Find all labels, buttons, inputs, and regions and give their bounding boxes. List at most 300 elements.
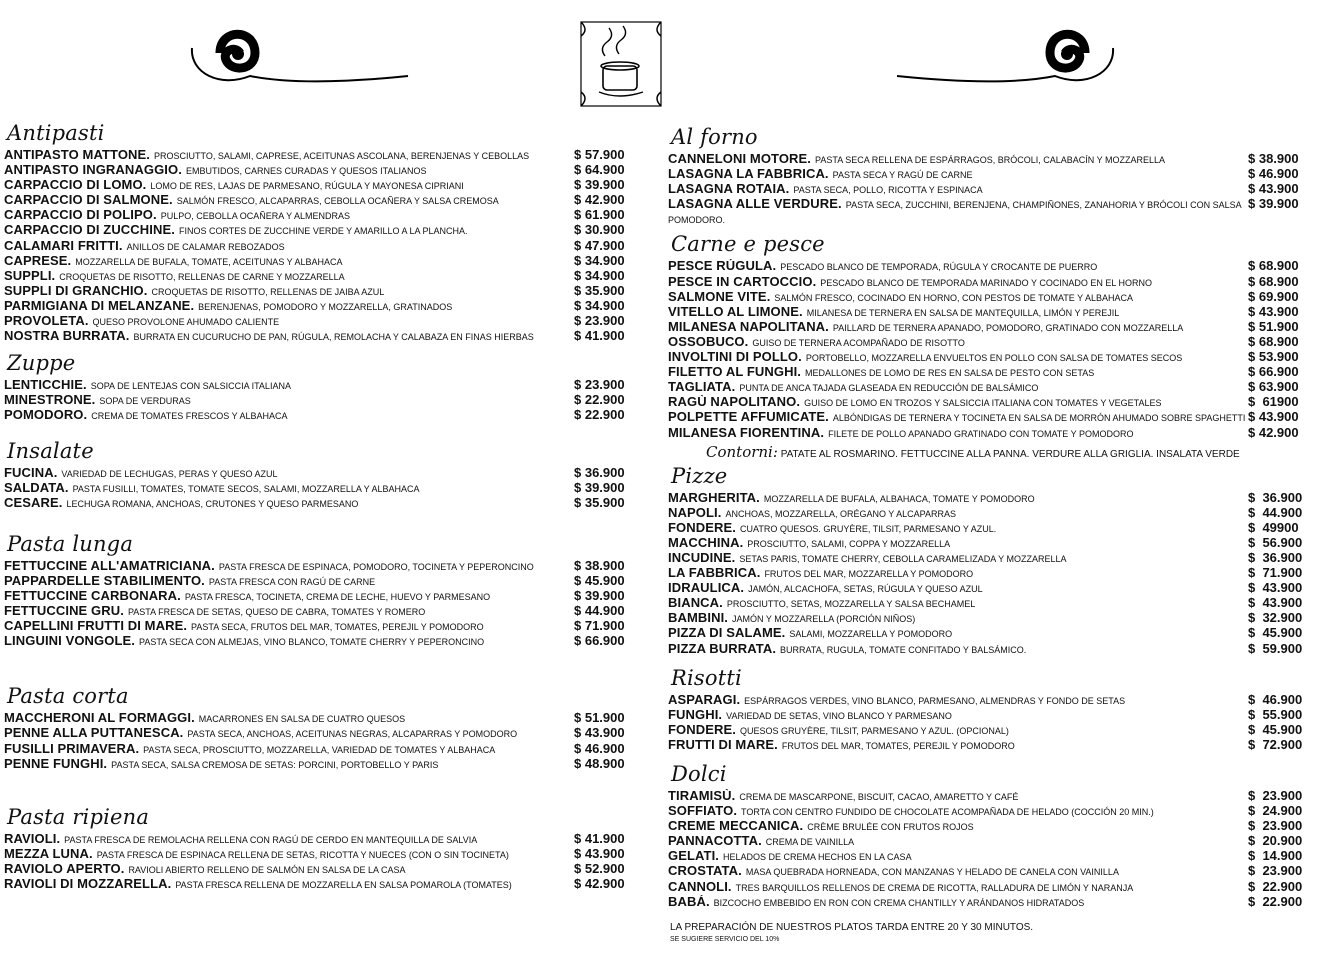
dish-description: FILETE DE POLLO APANADO GRATINADO CON TOMATE Y POMODORO xyxy=(828,428,1134,439)
dish-price: $ 42.900 xyxy=(574,876,625,891)
dish-price: $ 24.900 xyxy=(1248,803,1303,819)
dish-description: CROQUETAS DE RISOTTO, RELLENAS DE CARNE Y MOZZARELLA xyxy=(59,271,345,282)
dish-price: $ 34.900 xyxy=(574,267,625,283)
dish-name: LASAGNA LA FABBRICA. xyxy=(668,167,829,182)
menu-item xyxy=(4,862,640,877)
section-title: Pasta lunga xyxy=(7,531,134,556)
dish-name: CAPELLINI FRUTTI DI MARE. xyxy=(4,619,188,634)
dish-description: QUESOS GRUYÈRE, TILSIT, PARMESANO Y AZUL. (OPCIONAL) xyxy=(739,725,1009,736)
menu-item xyxy=(668,320,1310,335)
dish-description: PASTA SECA, FRUTOS DEL MAR, TOMATES, PEREJIL Y POMODORO xyxy=(191,622,484,633)
dish-name: FUNGHI. xyxy=(668,707,723,722)
dish-price: $ 46.900 xyxy=(1248,166,1299,182)
menu-item xyxy=(4,877,640,892)
dish-price: $ 45.900 xyxy=(574,572,625,588)
dish-name: BABÁ. xyxy=(668,894,710,909)
menu-item xyxy=(4,393,640,408)
dish-price: $ 45.900 xyxy=(1248,625,1303,641)
dish-price: $ 39.900 xyxy=(574,587,625,603)
dish-price: $ 52.900 xyxy=(574,860,625,876)
menu-item xyxy=(668,305,1310,320)
dish-name: MACCHERONI AL FORMAGGI. xyxy=(4,711,195,726)
dish-price: $ 39.900 xyxy=(1248,196,1299,212)
dish-description: ALBÓNDIGAS DE TERNERA Y TOCINETA EN SALSA DE MORRÓN AHUMADO SOBRE SPAGHETTI xyxy=(832,413,1246,424)
menu-item xyxy=(4,496,640,511)
dish-price: $ 34.900 xyxy=(574,297,625,313)
menu-item xyxy=(668,506,1310,521)
dish-description: GUISO DE LOMO EN TROZOS Y SALSICCIA ITALIANA CON TOMATES Y VEGETALES xyxy=(804,398,1162,409)
dish-description: QUESO PROVOLONE AHUMADO CALIENTE xyxy=(92,317,280,328)
menu-item xyxy=(4,604,640,619)
dish-name: SUPPLI DI GRANCHIO. xyxy=(4,283,148,298)
menu-item xyxy=(668,864,1310,879)
dish-price: $ 47.900 xyxy=(574,237,625,253)
dish-price: $ 22.900 xyxy=(1248,893,1303,909)
dish-price: $ 61.900 xyxy=(574,207,625,223)
dish-name: PIZZA DI SALAME. xyxy=(668,626,786,641)
dish-description: PASTA FRESCA DE REMOLACHA RELLENA CON RAGÚ DE CERDO EN MANTEQUILLA DE SALVIA xyxy=(64,834,478,845)
dish-description: ESPÁRRAGOS VERDES, VINO BLANCO, PARMESANO, ALMENDRAS Y FONDO DE SETAS xyxy=(744,695,1126,706)
dish-name: PENNE ALLA PUTTANESCA. xyxy=(4,726,184,741)
menu-item xyxy=(668,350,1310,365)
menu-item xyxy=(668,819,1310,834)
dish-name: RAVIOLI. xyxy=(4,831,61,846)
dish-name: FETTUCCINE GRU. xyxy=(4,604,124,619)
dish-description: MACARRONES EN SALSA DE CUATRO QUESOS xyxy=(198,714,406,725)
dish-name: FRUTTI DI MARE. xyxy=(668,737,778,752)
dish-name: CANNOLI. xyxy=(668,879,732,894)
menu-item xyxy=(668,804,1310,819)
dish-description: PESCADO BLANCO DE TEMPORADA, RÚGULA Y CROCANTE DE PUERRO xyxy=(780,262,1098,273)
menu-item xyxy=(668,611,1310,626)
dish-description: CRÈME BRULÉE CON FRUTOS ROJOS xyxy=(807,822,974,833)
dish-description: BURRATA EN CUCURUCHO DE PAN, RÚGULA, REMOLACHA Y CALABAZA EN FINAS HIERBAS xyxy=(133,332,534,343)
dish-price: $ 48.900 xyxy=(574,755,625,771)
dish-price: $ 72.900 xyxy=(1248,736,1303,752)
dish-description: MASA QUEBRADA HORNEADA, CON MANZANAS Y HELADO DE CANELA CON VAINILLA xyxy=(745,867,1119,878)
dish-description: CREMA DE VAINILLA xyxy=(765,837,855,848)
dish-price: $ 43.900 xyxy=(574,725,625,741)
menu-item xyxy=(4,148,640,163)
dish-description: GUISO DE TERNERA ACOMPAÑADO DE RISOTTO xyxy=(752,337,965,348)
dish-description: SOPA DE VERDURAS xyxy=(99,396,191,407)
dish-name: ASPARAGI. xyxy=(668,692,741,707)
contorni-note xyxy=(706,443,1310,461)
dish-price: $ 66.900 xyxy=(574,633,625,649)
menu-item xyxy=(668,536,1310,551)
section-title: Pasta ripiena xyxy=(7,804,150,829)
dish-description: BURRATA, RUGULA, TOMATE CONFITADO Y BALSÁMICO. xyxy=(780,644,1027,655)
menu-item xyxy=(4,619,640,634)
dish-price: $ 35.900 xyxy=(574,282,625,298)
menu-item xyxy=(4,408,640,423)
dish-description: SALMÓN FRESCO, ALCAPARRAS, CEBOLLA OCAÑERA Y SALSA CREMOSA xyxy=(176,196,499,207)
menu-item xyxy=(4,466,640,481)
dish-price: $ 66.900 xyxy=(1248,364,1299,380)
dish-name: RAVIOLI DI MOZZARELLA. xyxy=(4,877,172,891)
dish-name: GELATI. xyxy=(668,849,720,864)
dish-price: $ 53.900 xyxy=(1248,349,1299,365)
dish-description: BERENJENAS, POMODORO Y MOZZARELLA, GRATINADOS xyxy=(198,301,453,312)
dish-description: JAMÓN Y MOZZARELLA (PORCIÓN NIÑOS) xyxy=(732,614,916,625)
menu-item xyxy=(668,167,1310,182)
dish-description: TORTA CON CENTRO FUNDIDO DE CHOCOLATE ACOMPAÑADA DE HELADO (COCCIÓN 20 MIN.) xyxy=(741,807,1154,818)
section-risotti xyxy=(668,663,1310,753)
dish-name: CESARE. xyxy=(4,495,63,510)
dish-price: $ 43.900 xyxy=(574,845,625,861)
dish-price: $ 38.900 xyxy=(574,557,625,573)
dish-name: MACCHINA. xyxy=(668,535,744,550)
menu-item xyxy=(668,789,1310,804)
dish-price: $ 56.900 xyxy=(1248,534,1303,550)
dish-name: PESCE RÚGULA. xyxy=(668,259,777,274)
section-title: Insalate xyxy=(7,438,94,463)
dish-name: RAVIOLO APERTO. xyxy=(4,861,125,876)
section-pasta-lunga xyxy=(4,529,640,650)
dish-price: $ 36.900 xyxy=(1248,489,1303,505)
dish-name: PARMIGIANA DI MELANZANE. xyxy=(4,298,195,313)
dish-name: SALDATA. xyxy=(4,480,69,495)
dish-price: $ 68.900 xyxy=(1248,258,1299,274)
section-title: Al forno xyxy=(671,125,758,149)
dish-description: FINOS CORTES DE ZUCCHINE VERDE Y AMARILLO A LA PLANCHA. xyxy=(178,226,468,237)
dish-name: NOSTRA BURRATA. xyxy=(4,329,130,344)
dish-name: PANNACOTTA. xyxy=(668,834,762,849)
steaming-pot-logo xyxy=(575,16,667,112)
section-pasta-corta xyxy=(4,681,640,771)
dish-price: $ 69.900 xyxy=(1248,288,1299,304)
dish-description: SOPA DE LENTEJAS CON SALSICCIA ITALIANA xyxy=(90,381,291,392)
dish-price: $ 57.900 xyxy=(574,147,625,162)
menu-item xyxy=(668,723,1310,738)
menu-item xyxy=(668,626,1310,641)
dish-description: PULPO, CEBOLLA OCAÑERA Y ALMENDRAS xyxy=(160,211,350,222)
dish-price: $ 43.900 xyxy=(1248,409,1299,425)
dish-price: $ 46.900 xyxy=(574,740,625,756)
section-antipasti xyxy=(4,118,640,344)
dish-price: $ 30.900 xyxy=(574,222,625,238)
dish-name: SOFFIATO. xyxy=(668,804,738,819)
dish-name: PENNE FUNGHI. xyxy=(4,756,108,771)
dish-price: $ 23.900 xyxy=(1248,788,1303,803)
menu-item xyxy=(668,521,1310,536)
dish-description: CROQUETAS DE RISOTTO, RELLENAS DE JAIBA AZUL xyxy=(151,286,385,297)
dish-name: SUPPLI. xyxy=(4,268,56,283)
dish-description: PASTA FRESCA CON RAGÚ DE CARNE xyxy=(208,576,376,587)
menu-item xyxy=(668,596,1310,611)
section-zuppe xyxy=(4,348,640,423)
menu-right-column xyxy=(668,122,1310,943)
contorni-text: PATATE AL ROSMARINO. FETTUCCINE ALLA PANNA. VERDURE ALLA GRIGLIA. INSALATA VERDE xyxy=(780,448,1240,460)
dish-price: $ 71.900 xyxy=(574,618,625,634)
menu-item xyxy=(668,491,1310,506)
dish-price: $ 23.900 xyxy=(1248,863,1303,879)
menu-item xyxy=(4,481,640,496)
dish-name: BIANCA. xyxy=(668,596,723,611)
swirl-left-ornament xyxy=(180,18,410,88)
dish-name: POLPETTE AFFUMICATE. xyxy=(668,410,829,425)
menu-item xyxy=(4,711,640,726)
menu-item xyxy=(668,335,1310,350)
menu-item xyxy=(4,559,640,574)
dish-description: PASTA FRESCA RELLENA DE MOZZARELLA EN SALSA POMAROLA (TOMATES) xyxy=(175,880,512,890)
menu-item xyxy=(668,849,1310,864)
section-carne-e-pesce xyxy=(668,229,1310,440)
dish-price: $ 22.900 xyxy=(574,392,625,408)
menu-item xyxy=(4,832,640,847)
menu-item xyxy=(4,284,640,299)
dish-name: FONDERE. xyxy=(668,722,736,737)
dish-name: LENTICCHIE. xyxy=(4,378,87,393)
dish-price: $ 43.900 xyxy=(1248,580,1303,596)
dish-name: LA FABBRICA. xyxy=(668,566,761,581)
dish-name: MARGHERITA. xyxy=(668,490,760,505)
menu-item xyxy=(668,395,1310,410)
menu-item xyxy=(4,239,640,254)
dish-name: FETTUCCINE ALL'AMATRICIANA. xyxy=(4,558,215,573)
section-title: Pizze xyxy=(671,463,728,488)
menu-item xyxy=(4,178,640,193)
dish-description: VARIEDAD DE SETAS, VINO BLANCO Y PARMESANO xyxy=(726,710,952,721)
dish-price: $ 45.900 xyxy=(1248,721,1303,737)
dish-price: $ 23.900 xyxy=(574,313,625,329)
dish-description: MILANESA DE TERNERA EN SALSA DE MANTEQUILLA, LIMÓN Y PEREJIL xyxy=(806,307,1120,318)
dish-price: $ 59.900 xyxy=(1248,640,1303,656)
dish-price: $ 51.900 xyxy=(1248,318,1299,334)
dish-price: $ 63.900 xyxy=(1248,379,1299,395)
dish-description: LECHUGA ROMANA, ANCHOAS, CRUTONES Y QUESO PARMESANO xyxy=(66,498,359,509)
dish-price: $ 20.900 xyxy=(1248,833,1303,849)
dish-price: $ 42.900 xyxy=(574,192,625,208)
dish-description: CREMA DE TOMATES FRESCOS Y ALBAHACA xyxy=(91,411,288,422)
dish-price: $ 64.900 xyxy=(574,162,625,178)
dish-price: $ 23.900 xyxy=(1248,818,1303,834)
dish-name: CALAMARI FRITTI. xyxy=(4,238,123,253)
menu-item xyxy=(4,314,640,329)
dish-description: PASTA SECA RELLENA DE ESPÁRRAGOS, BRÓCOLI, CALABACÍN Y MOZZARELLA xyxy=(815,155,1165,165)
dish-name: INVOLTINI DI POLLO. xyxy=(668,350,802,365)
dish-description: SETAS PARIS, TOMATE CHERRY, CEBOLLA CARAMELIZADA Y MOZZARELLA xyxy=(739,553,1067,564)
menu-item xyxy=(4,329,640,344)
dish-name: CANNELONI MOTORE. xyxy=(668,152,812,166)
dish-name: CARPACCIO DI LOMO. xyxy=(4,178,147,193)
menu-item xyxy=(4,208,640,223)
dish-description: PASTA SECA, ZUCCHINI, BERENJENA, CHAMPIÑONES, ZANAHORIA Y BRÓCOLI CON SALSA POMODORO. xyxy=(668,200,1242,226)
dish-price: $ 38.900 xyxy=(1248,151,1299,166)
dish-description: PASTA FUSILLI, TOMATES, TOMATE SECOS, SALAMI, MOZZARELLA Y ALBAHACA xyxy=(72,483,420,494)
dish-description: EMBUTIDOS, CARNES CURADAS Y QUESOS ITALIANOS xyxy=(185,166,427,177)
menu-item xyxy=(668,738,1310,753)
menu-item xyxy=(668,259,1310,274)
dish-description: PASTA FRESCA, TOCINETA, CREMA DE LECHE, HUEVO Y PARMESANO xyxy=(184,591,491,602)
dish-price: $ 68.900 xyxy=(1248,333,1299,349)
dish-description: PASTA SECA CON ALMEJAS, VINO BLANCO, TOMATE CHERRY Y PEPERONCINO xyxy=(138,637,485,648)
menu-item xyxy=(668,551,1310,566)
dish-name: POMODORO. xyxy=(4,408,88,423)
dish-price: $ 34.900 xyxy=(574,252,625,268)
menu-item xyxy=(668,380,1310,395)
dish-description: PASTA SECA, SALSA CREMOSA DE SETAS: PORCINI, PORTOBELLO Y PARIS xyxy=(111,759,439,770)
menu-item xyxy=(668,290,1310,305)
dish-name: FUCINA. xyxy=(4,465,58,480)
menu-item xyxy=(668,426,1310,441)
dish-name: MINESTRONE. xyxy=(4,393,96,408)
menu-item xyxy=(4,742,640,757)
dish-description: ANCHOAS, MOZZARELLA, ORÉGANO Y ALCAPARRAS xyxy=(725,508,957,519)
menu-item xyxy=(4,574,640,589)
dish-price: $ 41.900 xyxy=(574,328,625,344)
dish-price: $ 43.900 xyxy=(1248,595,1303,611)
dish-name: CARPACCIO DI SALMONE. xyxy=(4,193,173,208)
dish-name: LASAGNA ROTAIA. xyxy=(668,182,790,197)
dish-name: PAPPARDELLE STABILIMENTO. xyxy=(4,573,205,588)
dish-description: PROSCIUTTO, SALAMI, CAPRESE, ACEITUNAS ASCOLANA, BERENJENAS Y CEBOLLAS xyxy=(154,151,530,161)
preparation-time-note: LA PREPARACIÓN DE NUESTROS PLATOS TARDA ENTRE 20 Y 30 MINUTOS. xyxy=(670,921,1034,933)
dish-price: $ 46.900 xyxy=(1248,691,1303,707)
menu-item xyxy=(4,847,640,862)
dish-name: RAGÙ NAPOLITANO. xyxy=(668,395,801,410)
dish-name: MILANESA FIORENTINA. xyxy=(668,425,825,440)
dish-price: $ 49900 xyxy=(1248,519,1299,535)
dish-description: TRES BARQUILLOS RELLENOS DE CREMA DE RICOTTA, RALLADURA DE LIMÓN Y NARANJA xyxy=(735,882,1134,893)
dish-description: PROSCIUTTO, SETAS, MOZZARELLA Y SALSA BECHAMEL xyxy=(726,599,976,610)
dish-description: CUATRO QUESOS. GRUYÈRE, TILSIT, PARMESANO Y AZUL. xyxy=(739,523,997,534)
menu-item xyxy=(668,410,1310,425)
swirl-right-ornament xyxy=(895,18,1125,88)
dish-price: $ 32.900 xyxy=(1248,610,1303,626)
menu-item xyxy=(668,642,1310,657)
dish-description: PROSCIUTTO, SALAMI, COPPA Y MOZZARELLA xyxy=(747,538,951,549)
dish-price: $ 42.900 xyxy=(1248,424,1299,440)
menu-item xyxy=(4,193,640,208)
dish-description: FRUTOS DEL MAR, TOMATES, PEREJIL Y POMODORO xyxy=(781,740,1015,751)
dish-name: BAMBINI. xyxy=(668,611,729,626)
section-title: Risotti xyxy=(671,665,742,690)
section-pasta-ripiena xyxy=(4,802,640,892)
dish-description: PASTA FRESCA DE ESPINACA, POMODORO, TOCINETA Y PEPERONCINO xyxy=(218,561,534,572)
dish-description: JAMÓN, ALCACHOFA, SETAS, RÚGULA Y QUESO AZUL xyxy=(748,584,983,595)
menu-item xyxy=(668,365,1310,380)
dish-name: FONDERE. xyxy=(668,520,736,535)
menu-left-column xyxy=(4,118,640,892)
dish-name: ANTIPASTO INGRANAGGIO. xyxy=(4,163,182,178)
dish-price: $ 55.900 xyxy=(1248,706,1303,722)
dish-description: PAILLARD DE TERNERA APANADO, POMODORO, GRATINADO CON MOZZARELLA xyxy=(832,322,1184,333)
dish-description: ANILLOS DE CALAMAR REBOZADOS xyxy=(126,241,285,252)
dish-name: PESCE IN CARTOCCIO. xyxy=(668,274,817,289)
dish-description: PASTA SECA, POLLO, RICOTTA Y ESPINACA xyxy=(793,185,983,196)
dish-description: LOMO DE RES, LAJAS DE PARMESANO, RÚGULA Y MAYONESA CIPRIANI xyxy=(150,181,464,192)
dish-description: PASTA SECA Y RAGÚ DE CARNE xyxy=(832,170,973,181)
dish-description: SALMÓN FRESCO, COCINADO EN HORNO, CON PESTOS DE TOMATE Y ALBAHACA xyxy=(774,292,1133,303)
menu-item xyxy=(4,726,640,741)
dish-name: INCUDINE. xyxy=(668,550,736,565)
dish-price: $ 44.900 xyxy=(1248,504,1303,520)
dish-description: MEDALLONES DE LOMO DE RES EN SALSA DE PESTO CON SETAS xyxy=(805,368,1095,379)
dish-name: CROSTATA. xyxy=(668,864,742,879)
dish-price: $ 22.900 xyxy=(574,407,625,423)
dish-price: $ 44.900 xyxy=(574,603,625,619)
dish-description: HELADOS DE CREMA HECHOS EN LA CASA xyxy=(723,852,912,863)
menu-item xyxy=(668,197,1310,227)
dish-price: $ 23.900 xyxy=(574,377,625,393)
dish-name: CREME MECCANICA. xyxy=(668,819,804,834)
dish-description: RAVIOLI ABIERTO RELLENO DE SALMÓN EN SALSA DE LA CASA xyxy=(128,864,406,875)
service-charge-note: SE SUGIERE SERVICIO DEL 10% xyxy=(670,935,780,943)
dish-price: $ 43.900 xyxy=(1248,303,1299,319)
menu-item xyxy=(668,895,1310,910)
section-title: Carne e pesce xyxy=(671,232,825,257)
dish-name: TIRAMISÙ. xyxy=(668,789,736,803)
dish-price: $ 39.900 xyxy=(574,177,625,193)
dish-description: PASTA SECA, PROSCIUTTO, MOZZARELLA, VARIEDAD DE TOMATES Y ALBAHACA xyxy=(143,744,496,755)
dish-description: CREMA DE MASCARPONE, BISCUIT, CACAO, AMARETTO Y CAFÉ xyxy=(739,792,1019,802)
dish-description: PORTOBELLO, MOZZARELLA ENVUELTOS EN POLLO CON SALSA DE TOMATES SECOS xyxy=(805,353,1183,364)
dish-description: PASTA FRESCA DE ESPINACA RELLENA DE SETAS, RICOTTA Y NUECES (CON O SIN TOCINETA) xyxy=(96,849,509,860)
dish-description: FRUTOS DEL MAR, MOZZARELLA Y POMODORO xyxy=(764,569,974,580)
menu-item xyxy=(4,299,640,314)
dish-description: MOZZARELLA DE BUFALA, TOMATE, ACEITUNAS Y ALBAHACA xyxy=(75,256,343,267)
dish-description: BIZCOCHO EMBEBIDO EN RON CON CREMA CHANTILLY Y ARÁNDANOS HIDRATADOS xyxy=(713,897,1085,908)
dish-price: $ 71.900 xyxy=(1248,565,1303,581)
dish-description: PUNTA DE ANCA TAJADA GLASEADA EN REDUCCIÓN DE BALSÁMICO xyxy=(739,383,1039,394)
dish-price: $ 35.900 xyxy=(574,494,625,510)
section-title: Dolci xyxy=(671,762,727,786)
menu-item xyxy=(4,378,640,393)
dish-price: $ 43.900 xyxy=(1248,181,1299,197)
dish-price: $ 68.900 xyxy=(1248,273,1299,289)
section-dolci xyxy=(668,759,1310,910)
menu-item xyxy=(4,223,640,238)
dish-price: $ 61900 xyxy=(1248,394,1299,410)
section-title: Antipasti xyxy=(7,121,105,145)
dish-name: FUSILLI PRIMAVERA. xyxy=(4,741,140,756)
dish-price: $ 36.900 xyxy=(1248,549,1303,565)
dish-name: VITELLO AL LIMONE. xyxy=(668,304,803,319)
dish-name: CARPACCIO DI POLIPO. xyxy=(4,208,157,223)
dish-name: OSSOBUCO. xyxy=(668,334,749,349)
section-pizze xyxy=(668,443,1310,657)
dish-name: FETTUCCINE CARBONARA. xyxy=(4,588,181,603)
menu-item xyxy=(668,880,1310,895)
dish-price: $ 41.900 xyxy=(574,830,625,846)
dish-price: $ 39.900 xyxy=(574,479,625,495)
dish-name: LASAGNA ALLE VERDURE. xyxy=(668,197,842,212)
menu-item xyxy=(668,708,1310,723)
menu-item xyxy=(4,634,640,649)
menu-item xyxy=(4,589,640,604)
dish-name: FILETTO AL FUNGHI. xyxy=(668,365,801,380)
dish-name: MILANESA NAPOLITANA. xyxy=(668,319,829,334)
dish-description: MOZZARELLA DE BUFALA, ALBAHACA, TOMATE Y POMODORO xyxy=(763,493,1035,504)
dish-name: PIZZA BURRATA. xyxy=(668,641,777,656)
dish-description: SALAMI, MOZZARELLA Y POMODORO xyxy=(789,629,953,640)
section-title: Pasta corta xyxy=(7,684,129,709)
dish-price: $ 51.900 xyxy=(574,710,625,726)
menu-item xyxy=(668,693,1310,708)
dish-price: $ 22.900 xyxy=(1248,878,1303,894)
dish-description: PASTA FRESCA DE SETAS, QUESO DE CABRA, TOMATES Y ROMERO xyxy=(127,607,426,618)
menu-item xyxy=(668,834,1310,849)
section-title: Zuppe xyxy=(7,351,76,376)
menu-item xyxy=(668,182,1310,197)
menu-item xyxy=(4,269,640,284)
menu-item xyxy=(4,757,640,772)
dish-description: PESCADO BLANCO DE TEMPORADA MARINADO Y COCINADO EN EL HORNO xyxy=(820,277,1153,288)
menu-item xyxy=(4,254,640,269)
dish-description: PASTA SECA, ANCHOAS, ACEITUNAS NEGRAS, ALCAPARRAS Y POMODORO xyxy=(187,729,518,740)
dish-name: IDRAULICA. xyxy=(668,581,745,596)
